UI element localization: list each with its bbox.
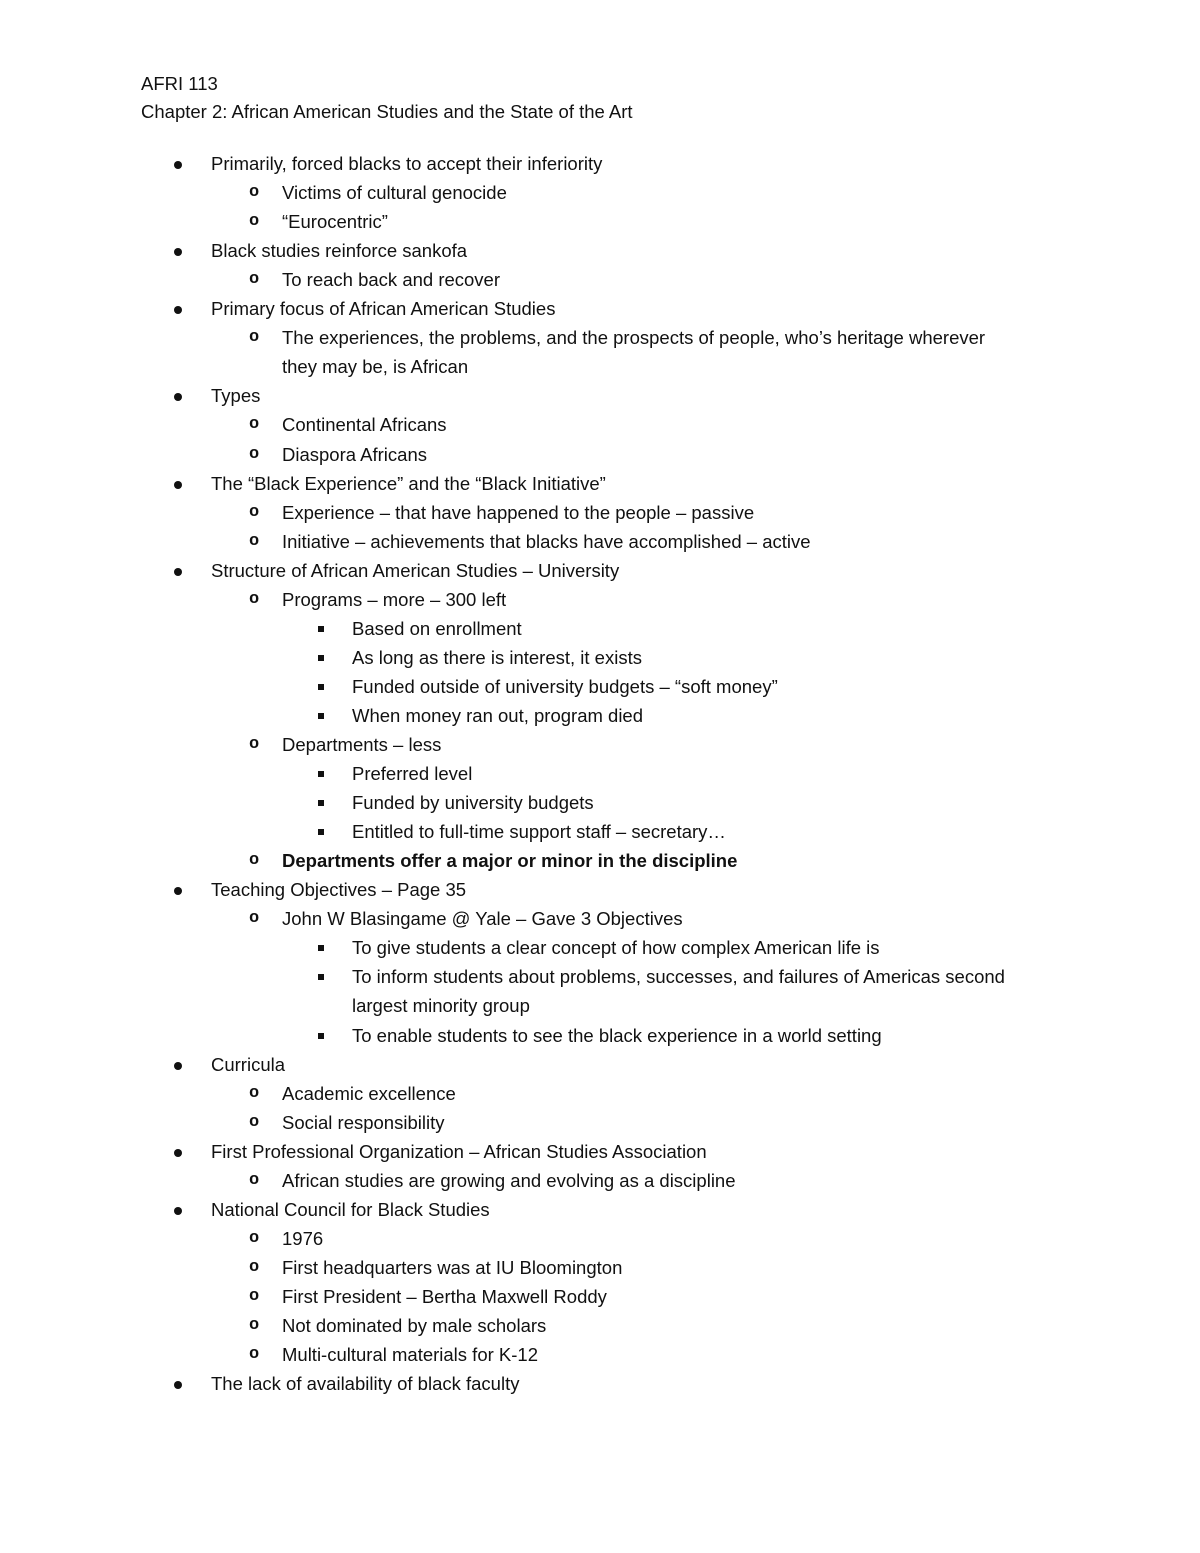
outline-item-text: Initiative – achievements that blacks have accomplished – active [282, 530, 811, 552]
bullet-square-icon [318, 974, 324, 980]
outline-item-level-3 [352, 705, 643, 727]
outline-item-text: Black studies reinforce sankofa [211, 240, 468, 262]
bullet-circle-icon: o [249, 1316, 260, 1335]
outline-item-text: To reach back and recover [282, 269, 501, 291]
outline-item-level-2 [249, 1285, 607, 1308]
outline-item-text: 1976 [282, 1227, 324, 1249]
bullet-circle-icon: o [249, 212, 260, 232]
outline-item-level-2 [249, 588, 507, 611]
bullet-square-icon [318, 800, 324, 806]
outline-item-level-3 [352, 821, 726, 843]
bullet-square-icon [318, 655, 324, 661]
outline-item-level-1 [211, 1373, 519, 1395]
outline-item-text: Experience – that have happened to the people – passive [282, 501, 755, 523]
outline-item-level-3 [352, 1025, 882, 1047]
outline-item-text: African studies are growing and evolving as a discipline [282, 1169, 736, 1191]
outline-item-level-2 [249, 1169, 736, 1192]
bullet-disc-icon [174, 887, 182, 895]
bullet-square-icon [318, 1033, 324, 1039]
course-code: AFRI 113 [141, 73, 218, 94]
outline-item-text: Curricula [211, 1053, 286, 1075]
outline-item-text: Structure of African American Studies – University [211, 559, 620, 581]
bullet-circle-icon: o [249, 1286, 260, 1306]
bullet-circle-icon: o [249, 531, 260, 551]
outline-item-level-1 [211, 1054, 285, 1076]
outline-item-text: Preferred level [352, 763, 473, 785]
outline-item-text: Funded by university budgets [352, 792, 594, 814]
outline-item-level-1 [211, 298, 555, 320]
bullet-square-icon [318, 945, 324, 951]
outline-item-level-2 [249, 1344, 538, 1366]
outline-item-level-2 [249, 850, 738, 872]
outline-item-level-2 [249, 269, 501, 291]
outline-item-level-3 [352, 647, 642, 669]
outline-item-level-3 [352, 966, 1005, 988]
bullet-circle-icon: o [249, 589, 260, 609]
outline-item-level-1 [211, 1141, 707, 1163]
outline-item-text: Primary focus of African American Studies [211, 298, 556, 320]
outline-item-text: When money ran out, program died [352, 704, 644, 726]
outline-item-text: Diaspora Africans [282, 443, 427, 465]
outline-item-text: Social responsibility [282, 1111, 445, 1133]
outline-item-text: First Professional Organization – African Studies Association [211, 1140, 707, 1162]
bullet-square-icon [318, 626, 324, 632]
outline-item-level-2 [249, 908, 683, 930]
outline-item-level-2 [249, 1227, 324, 1250]
outline-item-level-2 [249, 443, 427, 466]
bullet-disc-icon [174, 1149, 182, 1157]
outline-item-level-1 [211, 385, 260, 407]
bullet-disc-icon [174, 568, 182, 576]
outline-item-text: The experiences, the problems, and the prospects of people, who’s heritage wherever [282, 327, 986, 349]
outline-item-text: Programs – more – 300 left [282, 588, 507, 610]
outline-item-text: Types [211, 385, 261, 407]
outline-item-level-2 [249, 1256, 623, 1279]
outline-item-text: Departments offer a major or minor in the discipline [282, 850, 738, 872]
outline-item-text: Teaching Objectives – Page 35 [211, 879, 467, 901]
outline-item-level-2 [249, 501, 755, 524]
bullet-disc-icon [174, 1381, 182, 1389]
outline-item-text: To give students a clear concept of how complex American life is [352, 937, 880, 959]
bullet-disc-icon [174, 306, 182, 314]
outline-item-level-3 [352, 618, 522, 640]
bullet-square-icon [318, 829, 324, 835]
bullet-disc-icon [174, 481, 182, 489]
outline-item-text: To inform students about problems, successes, and failures of Americas second [352, 966, 1005, 988]
bullet-circle-icon: o [249, 1112, 260, 1132]
bullet-disc-icon [174, 248, 182, 256]
bullet-circle-icon: o [249, 1345, 260, 1365]
outline-item-level-2 [249, 414, 447, 436]
outline-item-text: Funded outside of university budgets – “soft money” [352, 675, 778, 697]
outline-item-level-2 [249, 1315, 547, 1337]
bullet-circle-icon: o [249, 735, 260, 754]
outline-item-text: Entitled to full-time support staff – secretary… [352, 821, 726, 843]
chapter-title: Chapter 2: African American Studies and the State of the Art [141, 101, 633, 122]
outline-item-level-3 [352, 937, 880, 959]
bullet-disc-icon [174, 161, 182, 169]
outline-item-text: First President – Bertha Maxwell Roddy [282, 1285, 607, 1307]
bullet-circle-icon: o [249, 1257, 260, 1277]
outline-item-level-3 [352, 763, 472, 785]
outline-item-level-3 [352, 792, 594, 814]
outline-item-text: Victims of cultural genocide [282, 182, 507, 204]
outline-item-level-1 [211, 240, 467, 262]
bullet-circle-icon: o [249, 328, 260, 348]
outline-item-text: Multi-cultural materials for K-12 [282, 1344, 538, 1366]
bullet-circle-icon: o [249, 415, 260, 435]
outline-item-level-2 [249, 1111, 445, 1134]
bullet-circle-icon: o [249, 1228, 260, 1248]
outline-item-level-1 [211, 560, 619, 582]
outline-item-text: Based on enrollment [352, 617, 522, 639]
outline-item-level-2 [249, 327, 986, 349]
outline-item-text: Departments – less [282, 734, 442, 755]
outline-item-level-1 [211, 879, 466, 901]
outline-item-level-2 [249, 530, 811, 553]
outline-item-level-1 [211, 473, 606, 495]
outline-item-level-1 [211, 1199, 490, 1221]
bullet-circle-icon: o [249, 270, 260, 290]
outline-item-level-2 [249, 211, 388, 233]
bullet-circle-icon: o [249, 183, 260, 203]
outline-item-level-1 [211, 153, 602, 175]
outline-item-text: As long as there is interest, it exists [352, 646, 642, 668]
bullet-circle-icon: o [249, 851, 260, 871]
outline-item-level-2 [249, 734, 442, 756]
bullet-disc-icon [174, 1207, 182, 1215]
outline-item-text: Not dominated by male scholars [282, 1315, 547, 1336]
outline-item-text: Primarily, forced blacks to accept their inferiority [211, 153, 603, 174]
outline-item-text: The lack of availability of black faculty [211, 1373, 520, 1395]
outline-item-text: John W Blasingame @ Yale – Gave 3 Objectives [282, 908, 683, 930]
bullet-circle-icon: o [249, 909, 260, 929]
bullet-disc-icon [174, 1062, 182, 1070]
outline-item-continuation: they may be, is African [282, 356, 469, 378]
bullet-disc-icon [174, 393, 182, 401]
outline-item-text: The “Black Experience” and the “Black Initiative” [211, 472, 606, 494]
bullet-square-icon [318, 713, 324, 719]
outline-item-continuation: largest minority group [352, 995, 530, 1017]
outline-item-text: Academic excellence [282, 1082, 456, 1104]
outline-item-text: National Council for Black Studies [211, 1198, 490, 1220]
bullet-square-icon [318, 684, 324, 690]
outline-item-level-3 [352, 676, 778, 698]
bullet-circle-icon: o [249, 502, 260, 522]
outline-item-text: Continental Africans [282, 414, 447, 436]
bullet-square-icon [318, 771, 324, 777]
outline-item-text: First headquarters was at IU Bloomington [282, 1256, 623, 1278]
outline-item-level-2 [249, 1082, 456, 1105]
bullet-circle-icon: o [249, 444, 260, 464]
outline-item-text: “Eurocentric” [282, 211, 388, 233]
outline-item-text: To enable students to see the black experience in a world setting [352, 1024, 882, 1046]
bullet-circle-icon: o [249, 1083, 260, 1103]
outline-item-level-2 [249, 182, 507, 204]
bullet-circle-icon: o [249, 1170, 260, 1190]
